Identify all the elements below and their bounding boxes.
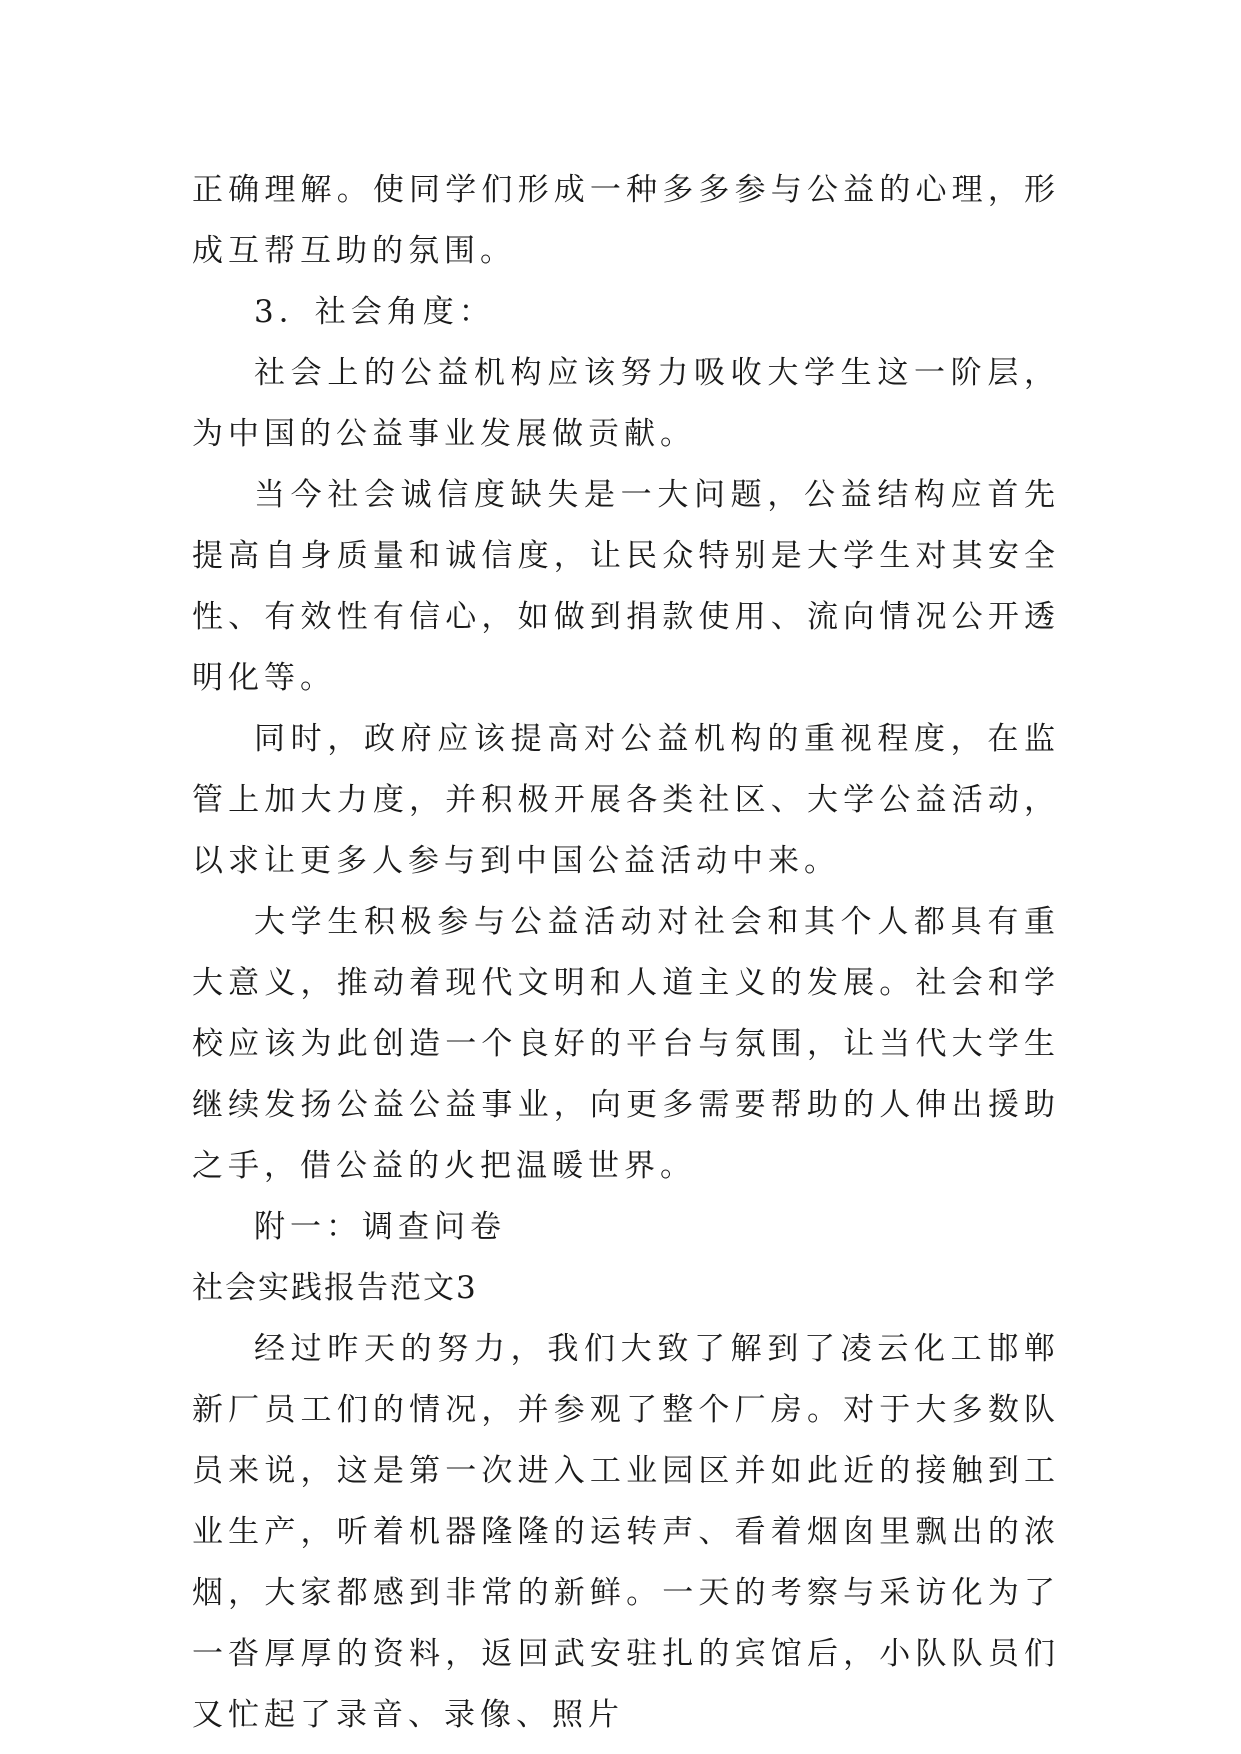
paragraph-continuation: 正确理解。使同学们形成一种多多参与公益的心理，形成互帮互助的氛围。 — [192, 172, 1060, 269]
document-body — [192, 160, 1060, 1746]
paragraph-public-welfare-institutions: 社会上的公益机构应该努力吸收大学生这一阶层，为中国的公益事业发展做贡献。 — [192, 355, 1060, 452]
paragraph-government: 同时，政府应该提高对公益机构的重视程度，在监管上加大力度，并积极开展各类社区、大学公益活动，以求让更多人参与到中国公益活动中来。 — [192, 721, 1060, 879]
paragraph-section-heading: 3．社会角度： — [254, 294, 495, 330]
paragraph-conclusion: 大学生积极参与公益活动对社会和其个人都具有重大意义，推动着现代文明和人道主义的发展。社会和学校应该为此创造一个良好的平台与氛围，让当代大学生继续发扬公益公益事业，向更多需要帮助的人伸出援助之手，借公益的火把温暖世界。 — [192, 904, 1060, 1184]
paragraph-credibility: 当今社会诚信度缺失是一大问题，公益结构应首先提高自身质量和诚信度，让民众特别是大学生对其安全性、有效性有信心，如做到捐款使用、流向情况公开透明化等。 — [192, 477, 1060, 696]
report-title: 社会实践报告范文3 — [192, 1270, 478, 1306]
appendix-label: 附一：调查问卷 — [254, 1209, 506, 1245]
paragraph-factory-visit: 经过昨天的努力，我们大致了解到了凌云化工邯郸新厂员工们的情况，并参观了整个厂房。对于大多数队员来说，这是第一次进入工业园区并如此近的接触到工业生产，听着机器隆隆的运转声、看着烟囱里飘出的浓烟，大家都感到非常的新鲜。一天的考察与采访化为了一沓厚厚的资料，返回武安驻扎的宾馆后，小队队员们又忙起了录音、录像、照片 — [192, 1331, 1060, 1733]
